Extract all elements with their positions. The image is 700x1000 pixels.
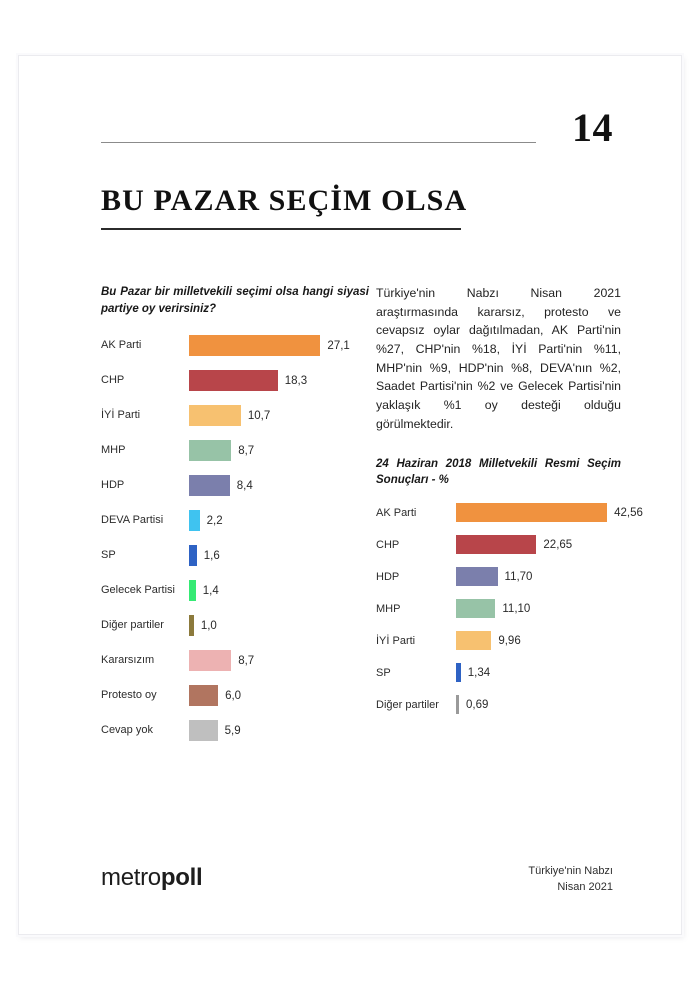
bar-track [456,694,621,717]
bar-value-label: 6,0 [225,689,242,702]
bar-value-label: 1,6 [203,549,220,562]
bar-track [456,630,621,653]
summary-paragraph: Türkiye'nin Nabzı Nisan 2021 araştırmasında kararsız, protesto ve cevapsız oylar dağıtılmadan, AK Parti'nin %27, CHP'nin %18, İYİ Parti'nin %11, MHP'nin %9, HDP'nin %8, DEVA'nın %2, Saadet Partisi'nin %2 ve Gelecek Partisi'nin yaklaşık %1 oy desteği olduğu görülmektedir. [376,286,621,431]
bar-category-label: Cevap yok [101,724,153,737]
bar-track [189,474,369,497]
logo-prefix: metro [101,864,161,891]
chart-row [101,649,369,672]
bar [189,405,241,426]
bar-track [189,579,369,602]
footer-note-line2: Nisan 2021 [557,880,613,893]
chart-row [101,614,369,637]
left-column [101,284,369,754]
bar-track [189,509,369,532]
bar-track [189,614,369,637]
bar-value-label: 18,3 [284,374,308,387]
bar-category-label: DEVA Partisi [101,514,164,527]
bar-category-label: CHP [101,374,125,387]
bar [189,545,197,566]
footer-note [528,864,613,896]
chart-row [101,509,369,532]
bar [189,685,218,706]
bar-category-label: AK Parti [101,339,142,352]
bar-track [189,334,369,357]
bar [189,720,218,741]
right-column [376,284,643,727]
page-title: BU PAZAR SEÇİM OLSA [101,184,468,217]
bar [189,650,231,671]
chart-row [376,503,643,524]
bar-track [189,369,369,392]
official-results-chart [376,503,643,716]
bar-track [189,544,369,567]
logo-suffix: poll [160,864,203,891]
bar-value-label: 10,7 [247,409,271,422]
bar-value-label: 2,2 [206,514,223,527]
bar-value-label: 27,1 [327,339,350,352]
bar-track [189,649,369,672]
bar-category-label: MHP [376,602,401,615]
bar-category-label: İYİ Parti [376,634,416,647]
chart-row [101,369,369,392]
bar [189,580,196,601]
chart-row [376,567,621,588]
bar-category-label: Protesto oy [101,689,157,702]
bar [189,615,194,636]
bar-value-label: 8,7 [238,444,255,457]
chart-row [376,631,621,652]
chart-row [376,599,621,620]
chart-row [376,663,621,684]
bar-value-label: 22,65 [543,539,573,552]
bar-category-label: HDP [376,570,400,583]
bar-category-label: AK Parti [376,506,417,519]
bar [456,695,459,714]
bar [189,335,320,356]
page-number: 14 [572,105,613,150]
page-footer [101,856,613,901]
bar-value-label: 9,96 [498,635,521,648]
bar [189,475,230,496]
left-chart-question: Bu Pazar bir milletvekili seçimi olsa hangi siyasi partiye oy verirsiniz? [101,286,369,315]
bar-value-label: 11,10 [502,603,531,616]
chart-row [101,439,369,462]
chart-row [101,334,369,357]
bar-track [456,598,621,621]
chart-row [101,579,369,602]
bar-track [456,566,621,589]
bar-track [189,719,369,742]
footer-note-line1: Türkiye'nin Nabzı [528,865,613,877]
bar [456,631,491,650]
bar-value-label: 42,56 [614,507,643,520]
chart-row [376,695,621,716]
bar-track [189,404,369,427]
bar [189,510,200,531]
report-page [18,55,682,935]
chart-row [101,404,369,427]
metropoll-logo [101,864,202,892]
title-underline [101,228,461,230]
bar-value-label: 1,34 [467,667,491,680]
bar-value-label: 8,4 [236,479,253,492]
bar-track [189,439,369,462]
bar-category-label: CHP [376,538,400,551]
bar [456,599,495,618]
bar-track [456,662,621,685]
bar [456,567,498,586]
bar-value-label: 8,7 [238,654,255,667]
bar-value-label: 1,4 [202,584,219,597]
right-chart-title: 24 Haziran 2018 Milletvekili Resmi Seçim Sonuçları - % [376,457,621,487]
poll-intention-chart [101,334,369,742]
bar [456,663,461,682]
bar-value-label: 11,70 [504,571,533,584]
header-divider [101,142,536,143]
bar-category-label: HDP [101,479,125,492]
bar [456,503,607,522]
bar-category-label: İYİ Parti [101,409,141,422]
bar-category-label: Gelecek Partisi [101,584,175,597]
bar-value-label: 5,9 [224,724,241,737]
bar-track [456,534,621,557]
bar-category-label: MHP [101,444,126,457]
bar-category-label: Kararsızım [101,654,155,667]
bar [456,535,536,554]
bar-track [189,684,369,707]
chart-row [101,719,369,742]
bar-category-label: Diğer partiler [376,698,439,711]
bar-value-label: 1,0 [200,619,217,632]
chart-row [101,474,369,497]
bar [189,440,231,461]
page-header [101,105,613,166]
bar-category-label: Diğer partiler [101,619,164,632]
bar [189,370,278,391]
bar-category-label: SP [101,549,116,562]
bar-track [456,502,643,525]
chart-row [376,535,621,556]
bar-category-label: SP [376,666,391,679]
chart-row [101,544,369,567]
bar-value-label: 0,69 [466,699,489,712]
chart-row [101,684,369,707]
